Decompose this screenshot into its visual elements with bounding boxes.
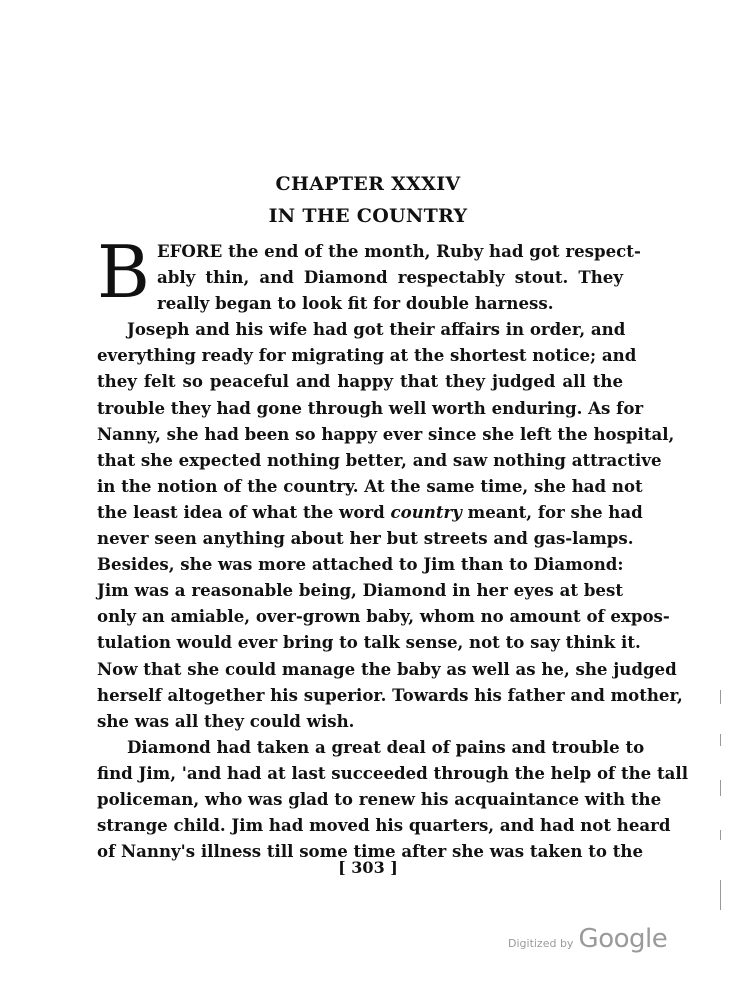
- drop-cap: B: [97, 230, 150, 314]
- text-line: Nanny, she had been so happy ever since she left the hospital,: [97, 423, 675, 444]
- text-line: policeman, who was glad to renew his acquaintance with the: [97, 788, 662, 809]
- scan-edge-marks: [718, 690, 724, 920]
- page-number: [ 303 ]: [338, 858, 398, 877]
- text-line: the least idea of what the word country meant, for she had: [97, 501, 643, 522]
- text-line: herself altogether his superior. Towards his father and mother,: [97, 684, 683, 705]
- text-line: in the notion of the country. At the same time, she had not: [97, 475, 643, 496]
- text-line: Now that she could manage the baby as well as he, she judged: [97, 658, 677, 679]
- text-line: EFORE the end of the month, Ruby had got respect-: [157, 241, 641, 261]
- digitized-watermark: [508, 924, 667, 954]
- text-line: of Nanny's illness till some time after she was taken to the: [97, 841, 644, 862]
- text-line: strange child. Jim had moved his quarters, and had not heard: [97, 815, 671, 836]
- italic-word: country: [390, 501, 462, 522]
- text-line: tulation would ever bring to talk sense, not to say think it.: [97, 632, 641, 653]
- text-line: everything ready for migrating at the shortest notice; and: [97, 345, 637, 366]
- text-line: find Jim, 'and had at last succeeded through the help of the tall: [97, 762, 689, 783]
- text-line: Jim was a reasonable being, Diamond in her eyes at best: [97, 580, 623, 601]
- text-line: never seen anything about her but streets and gas-lamps.: [97, 528, 634, 549]
- google-logo: Google: [578, 924, 668, 954]
- body-text: [97, 230, 689, 864]
- text-line: ably thin, and Diamond respectably stout. They: [157, 267, 623, 288]
- text-line: Diamond had taken a great deal of pains and trouble to: [127, 736, 645, 757]
- chapter-title: IN THE COUNTRY: [268, 205, 468, 227]
- text-line: only an amiable, over-grown baby, whom no amount of expos-: [97, 606, 670, 627]
- text-line: Besides, she was more attached to Jim than to Diamond:: [97, 554, 624, 575]
- text-line: that she expected nothing better, and saw nothing attractive: [97, 449, 662, 470]
- text-line: really began to look fit for double harness.: [157, 293, 554, 314]
- watermark-prefix: Digitized by: [508, 937, 574, 950]
- text-line: they felt so peaceful and happy that they judged all the: [97, 371, 623, 392]
- chapter-number: CHAPTER XXXIV: [275, 173, 461, 195]
- text-line: trouble they had gone through well worth enduring. As for: [97, 397, 644, 418]
- text-line: she was all they could wish.: [97, 710, 355, 731]
- text-line: Joseph and his wife had got their affairs in order, and: [127, 319, 626, 340]
